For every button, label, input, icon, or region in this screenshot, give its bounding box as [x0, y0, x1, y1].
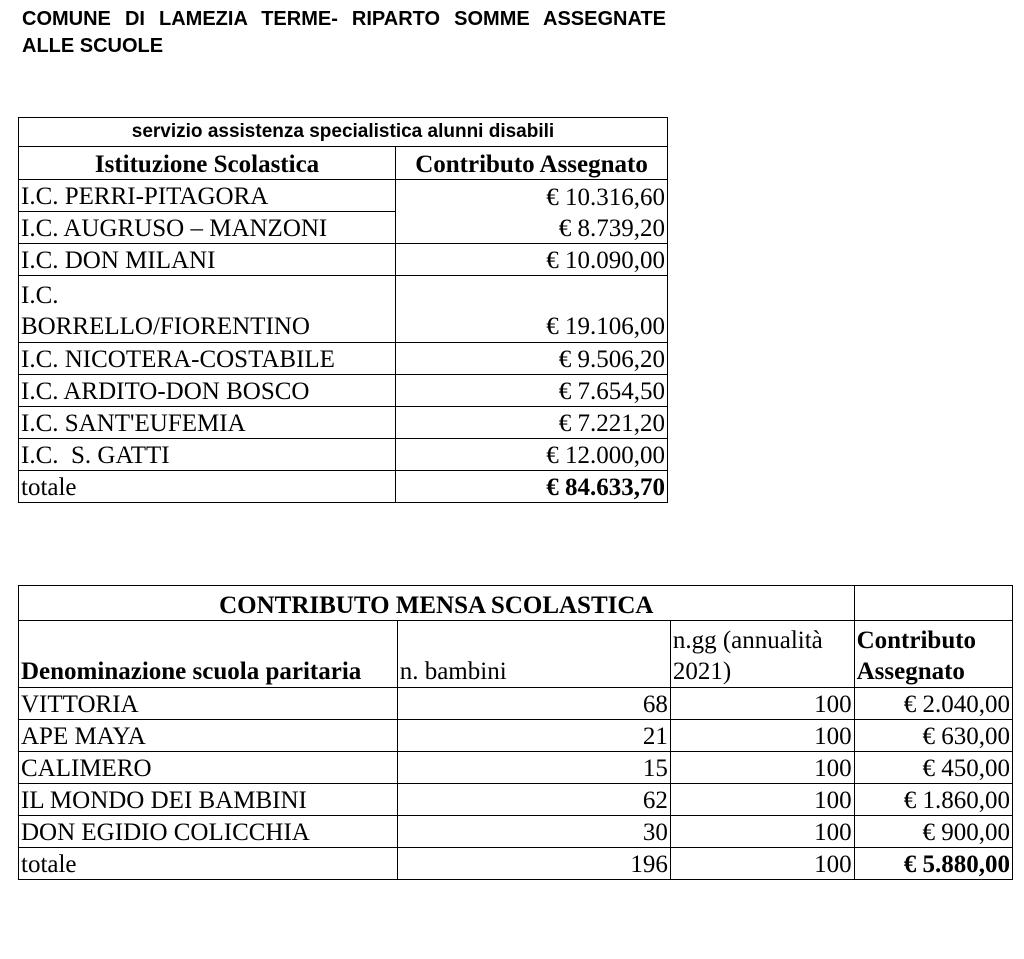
table-row — [19, 688, 1013, 720]
school-canteen-table — [18, 585, 1013, 880]
table2-header-children: n. bambini — [397, 621, 670, 688]
table1-total-row — [19, 471, 668, 503]
table2-header-school: Denominazione scuola paritaria — [19, 621, 398, 688]
table-row — [19, 752, 1013, 784]
table2-header-days: n.gg (annualità 2021) — [670, 621, 854, 688]
school-name: APE MAYA — [19, 720, 398, 752]
table-row — [19, 180, 668, 212]
table-row — [19, 343, 668, 375]
table2-caption: CONTRIBUTO MENSA SCOLASTICA — [19, 586, 855, 621]
children-count: 15 — [397, 752, 670, 784]
total-amount — [854, 848, 1012, 880]
disability-assistance-table — [18, 117, 668, 503]
school-name: I.C. PERRI-PITAGORA — [19, 180, 396, 212]
days-count: 100 — [670, 816, 854, 848]
children-count: 30 — [397, 816, 670, 848]
document-title: COMUNE DI LAMEZIA TERME- RIPARTO SOMME ASSEGNATE ALLE SCUOLE — [22, 8, 666, 57]
table-row — [19, 407, 668, 439]
school-name: I.C. AUGRUSO – MANZONI — [19, 212, 396, 244]
total-label: totale — [19, 471, 396, 503]
table-row — [19, 816, 1013, 848]
school-amount: € 8.739,20 — [396, 212, 668, 244]
days-count: 100 — [670, 784, 854, 816]
school-name: I.C. SANT'EUFEMIA — [19, 407, 396, 439]
table-row — [19, 720, 1013, 752]
table-row — [19, 375, 668, 407]
total-children: 196 — [397, 848, 670, 880]
school-amount: € 9.506,20 — [396, 343, 668, 375]
school-name: IL MONDO DEI BAMBINI — [19, 784, 398, 816]
school-amount: € 900,00 — [854, 816, 1012, 848]
school-amount: € 450,00 — [854, 752, 1012, 784]
school-name: DON EGIDIO COLICCHIA — [19, 816, 398, 848]
school-name: I.C. ARDITO-DON BOSCO — [19, 375, 396, 407]
school-name: I.C. NICOTERA-COSTABILE — [19, 343, 396, 375]
total-amount — [396, 471, 668, 503]
children-count: 21 — [397, 720, 670, 752]
school-name: I.C. S. GATTI — [19, 439, 396, 471]
days-count: 100 — [670, 752, 854, 784]
table1-header-school: Istituzione Scolastica — [19, 147, 396, 180]
school-amount: € 630,00 — [854, 720, 1012, 752]
table2-total-row — [19, 848, 1013, 880]
school-name-text: I.C. BORRELLO/FIORENTINO — [21, 282, 310, 340]
school-name: VITTORIA — [19, 688, 398, 720]
total-amount-value: € 5.880,00 — [903, 851, 1010, 878]
total-label: totale — [19, 848, 398, 880]
table2-header-amount: Contributo Assegnato — [854, 621, 1012, 688]
table-row — [19, 244, 668, 276]
school-amount: € 1.860,00 — [854, 784, 1012, 816]
school-name: CALIMERO — [19, 752, 398, 784]
school-amount: € 10.090,00 — [396, 244, 668, 276]
table1-caption: servizio assistenza specialistica alunni disabili — [19, 118, 668, 147]
table-row — [19, 276, 668, 343]
days-count: 100 — [670, 688, 854, 720]
total-days: 100 — [670, 848, 854, 880]
children-count: 62 — [397, 784, 670, 816]
children-count: 68 — [397, 688, 670, 720]
school-amount: € 7.221,20 — [396, 407, 668, 439]
table-row — [19, 439, 668, 471]
school-name: I.C. DON MILANI — [19, 244, 396, 276]
table1-header-amount: Contributo Assegnato — [396, 147, 668, 180]
days-count: 100 — [670, 720, 854, 752]
total-amount-value: € 84.633,70 — [546, 474, 665, 501]
school-amount: € 7.654,50 — [396, 375, 668, 407]
table2-caption-empty — [854, 586, 1012, 621]
school-amount: € 19.106,00 — [396, 276, 668, 343]
table-row — [19, 784, 1013, 816]
table-row — [19, 212, 668, 244]
school-amount: € 12.000,00 — [396, 439, 668, 471]
school-amount: € 2.040,00 — [854, 688, 1012, 720]
school-name — [19, 276, 396, 343]
school-amount: € 10.316,60 — [396, 180, 668, 212]
